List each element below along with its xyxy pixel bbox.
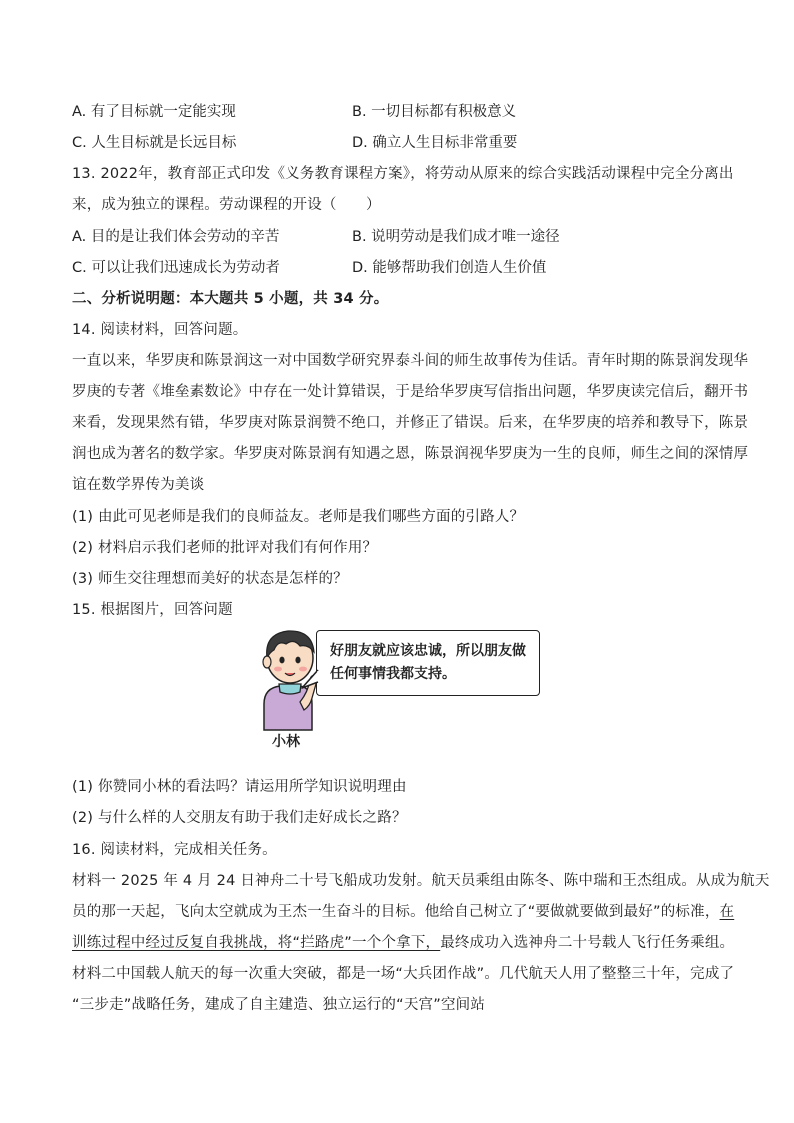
section-heading: 二、分析说明题：本大题共 5 小题，共 34 分。: [72, 291, 389, 307]
q13-stem-line2: 来，成为独立的课程。劳动课程的开设（ ）: [72, 197, 381, 213]
q13-option-c: C. 可以让我们迅速成长为劳动者: [72, 260, 280, 276]
q12-option-a: A. 有了目标就一定能实现: [72, 104, 236, 120]
q13-option-b: B. 说明劳动是我们成才唯一途径: [352, 229, 560, 245]
q15-title: 15. 根据图片，回答问题: [72, 602, 233, 618]
q15-subquestion-2: (2) 与什么样的人交朋友有助于我们走好成长之路？: [72, 810, 407, 826]
q16-material1-text: 员的那一天起，飞向太空就成为王杰一生奋斗的目标。他给自己树立了“要做就要做到最好”的标准，: [72, 904, 720, 920]
q12-option-c: C. 人生目标就是长远目标: [72, 135, 237, 151]
q15-subquestion-1: (1) 你赞同小林的看法吗？请运用所学知识说明理由: [72, 779, 407, 795]
q13-option-d: D. 能够帮助我们创造人生价值: [352, 260, 547, 276]
q14-passage-line: 谊在数学界传为美谈: [72, 477, 205, 493]
q14-passage-line: 润也成为著名的数学家。华罗庚对陈景润有知遇之恩，陈景润视华罗庚为一生的良师，师生之间的深情厚: [72, 446, 749, 462]
q14-subquestion-3: (3) 师生交往理想而美好的状态是怎样的？: [72, 571, 348, 587]
q16-title: 16. 阅读材料，完成相关任务。: [72, 842, 277, 858]
speech-bubble-text: 好朋友就应该忠诚，所以朋友做任何事情我都支持。: [330, 643, 526, 682]
q14-passage-line: 一直以来，华罗庚和陈景润这一对中国数学研究界泰斗间的师生故事传为佳话。青年时期的陈景润发现华: [72, 353, 749, 369]
q16-material1-line: [72, 902, 734, 922]
q16-material1-line: [72, 933, 734, 953]
q14-passage-line: 罗庚的专著《堆垒素数论》中存在一处计算错误，于是给华罗庚写信指出问题，华罗庚读完信后，翻开书: [72, 384, 749, 400]
q12-option-d: D. 确立人生目标非常重要: [352, 135, 518, 151]
q13-stem-line1: 13. 2022年，教育部正式印发《义务教育课程方案》，将劳动从原来的综合实践活动课程中完全分离出: [72, 166, 734, 182]
q16-underlined-text: 在: [719, 904, 735, 920]
q14-subquestion-1: (1) 由此可见老师是我们的良师益友。老师是我们哪些方面的引路人？: [72, 509, 525, 525]
q16-material2-line: “三步走”战略任务，建成了自主建造、独立运行的“天宫”空间站: [72, 997, 486, 1013]
q14-title: 14. 阅读材料，回答问题。: [72, 322, 248, 338]
q16-material1-text: 最终成功入选神舟二十号载人飞行任务乘组。: [440, 935, 735, 951]
q14-passage-line: 来看，发现果然有错，华罗庚对陈景润赞不绝口，并修正了错误。后来，在华罗庚的培养和教导下，陈景: [72, 415, 749, 431]
q14-subquestion-2: (2) 材料启示我们老师的批评对我们有何作用？: [72, 540, 378, 556]
q13-option-a: A. 目的是让我们体会劳动的辛苦: [72, 229, 280, 245]
q12-option-b: B. 一切目标都有积极意义: [352, 104, 517, 120]
speech-bubble-tail: [300, 668, 320, 692]
q16-material2-line: 材料二中国载人航天的每一次重大突破，都是一场“大兵团作战”。几代航天人用了整整三十年，完成了: [72, 966, 735, 982]
character-name: 小林: [272, 734, 300, 750]
q16-underlined-text: 训练过程中经过反复自我挑战，将“拦路虎”一个个拿下，: [72, 935, 441, 951]
q16-material1-line: 材料一 2025 年 4 月 24 日神舟二十号飞船成功发射。航天员乘组由陈冬、陈中瑞和王杰组成。从成为航天: [72, 873, 770, 889]
